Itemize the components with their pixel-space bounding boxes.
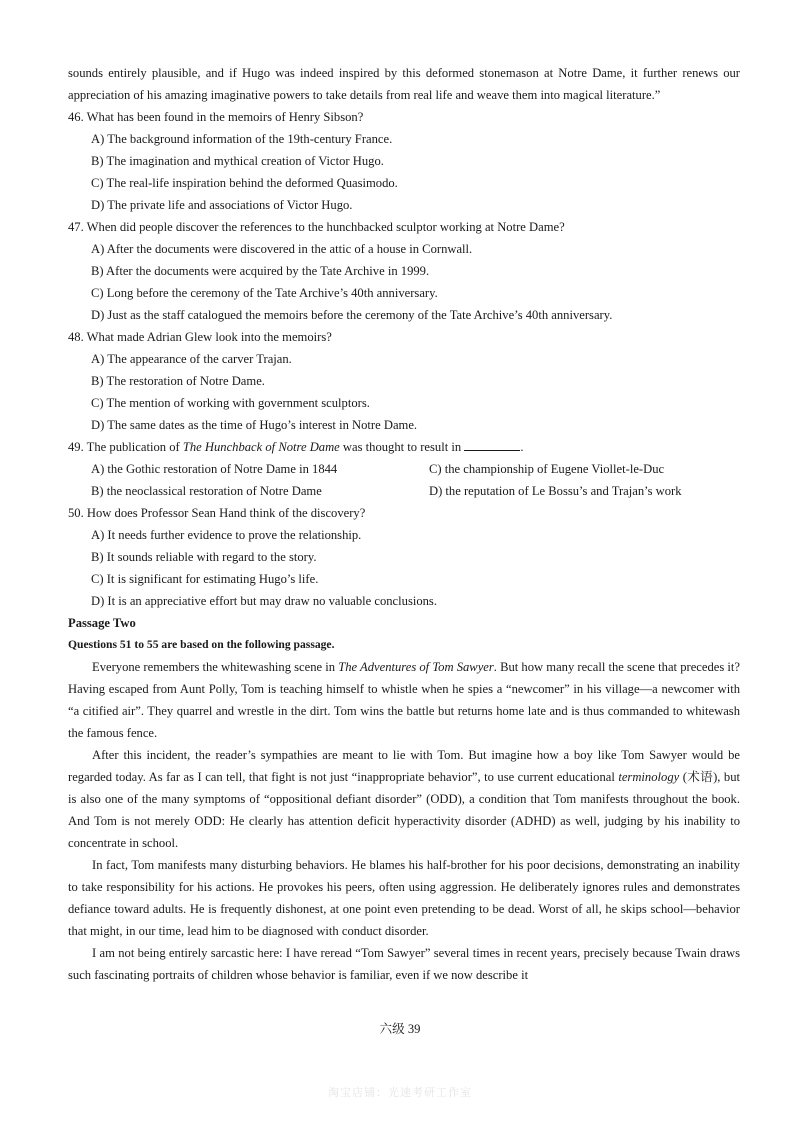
option-a: A) It needs further evidence to prove the relationship. bbox=[91, 528, 362, 542]
p1-text-a: Everyone remembers the whitewashing scene in bbox=[92, 660, 339, 674]
option-c: C) The mention of working with government sculptors. bbox=[91, 396, 370, 410]
question-stem: 46. What has been found in the memoirs of Henry Sibson? bbox=[68, 110, 364, 124]
option-a: A) The background information of the 19th-century France. bbox=[91, 132, 393, 146]
option-b: B) It sounds reliable with regard to the story. bbox=[91, 550, 317, 564]
option-a: A) The appearance of the carver Trajan. bbox=[91, 352, 292, 366]
p2-text-a: After this incident, the reader’s sympathies are meant to lie with Tom. But imagine how a boy like Tom Sawyer would be regarded today. As far as I can tell, that fight is not just “inappropriate behavior”, to use current educational bbox=[68, 748, 740, 784]
option-b: B) After the documents were acquired by the Tate Archive in 1999. bbox=[91, 264, 430, 278]
passage-paragraph-2 bbox=[68, 744, 740, 854]
option-c: C) the championship of Eugene Viollet-le-Duc bbox=[429, 462, 665, 476]
answer-blank bbox=[464, 439, 520, 451]
option-d: D) The private life and associations of Victor Hugo. bbox=[91, 198, 353, 212]
passage-paragraph-3: In fact, Tom manifests many disturbing behaviors. He blames his half-brother for his poor decisions, demonstrating an inability to take responsibility for his actions. He provokes his peers, often using aggression. He deliberately ignores rules and demonstrates defiance toward adults. He is frequently dishonest, at one point even pretending to be dead. Worst of all, he skips school—behavior that might, in our time, lead him to be diagnosed with conduct disorder. bbox=[68, 858, 740, 938]
option-c: C) It is significant for estimating Hugo’s life. bbox=[91, 572, 319, 586]
p1-text-b: . But how many recall the scene that precedes it? Having escaped from Aunt Polly, Tom is teaching himself to whistle when he spies a “newcomer” in his village—a newcomer with “a citified air”. They quarrel and wrestle in the dirt. Tom wins the battle but returns home late and is thus commanded to whitewash the famous fence. bbox=[68, 660, 740, 740]
page-footer: 六级 39 bbox=[379, 1022, 421, 1036]
passage-paragraph-1 bbox=[68, 656, 740, 744]
passage-heading: Passage Two bbox=[68, 616, 136, 630]
option-a: A) After the documents were discovered in the attic of a house in Cornwall. bbox=[91, 242, 473, 256]
option-c: C) Long before the ceremony of the Tate Archive’s 40th anniversary. bbox=[91, 286, 438, 300]
question-stem bbox=[68, 436, 740, 458]
p2-text-b: (术语), but is also one of the many symptoms of “oppositional defiant disorder” (ODD), a condition that Tom manifests throughout the book. And Tom is not merely ODD: He clearly has attention deficit hyperactivity disorder (ADHD) as well, judging by his inability to concentrate in school. bbox=[68, 770, 740, 850]
book-title: The Hunchback of Notre Dame bbox=[182, 440, 340, 454]
stem-suffix: was thought to result in bbox=[339, 440, 462, 454]
option-d: D) It is an appreciative effort but may draw no valuable conclusions. bbox=[91, 594, 437, 608]
question-46 bbox=[68, 106, 740, 216]
option-b: B) the neoclassical restoration of Notre Dame bbox=[91, 484, 322, 498]
option-b: B) The restoration of Notre Dame. bbox=[91, 374, 265, 388]
question-stem: 48. What made Adrian Glew look into the memoirs? bbox=[68, 330, 332, 344]
stem-end: . bbox=[520, 440, 524, 454]
watermark: 淘宝店铺：光速考研工作室 bbox=[328, 1087, 472, 1099]
option-a: A) the Gothic restoration of Notre Dame in 1844 bbox=[91, 462, 338, 476]
question-49 bbox=[68, 436, 740, 502]
question-stem: 47. When did people discover the references to the hunchbacked sculptor working at Notre Dame? bbox=[68, 220, 565, 234]
intro-paragraph: sounds entirely plausible, and if Hugo was indeed inspired by this deformed stonemason at Notre Dame, it further renews our appreciation of his amazing imaginative powers to take details from real life and weave them into magical literature.” bbox=[68, 66, 740, 102]
question-50 bbox=[68, 502, 740, 612]
option-grid bbox=[91, 458, 740, 502]
stem-prefix: 49. The publication of bbox=[68, 440, 183, 454]
option-d: D) Just as the staff catalogued the memoirs before the ceremony of the Tate Archive’s 40th anniversary. bbox=[91, 308, 613, 322]
option-c: C) The real-life inspiration behind the deformed Quasimodo. bbox=[91, 176, 398, 190]
passage-paragraph-4: I am not being entirely sarcastic here: I have reread “Tom Sawyer” several times in recent years, precisely because Twain draws such fascinating portraits of children whose behavior is familiar, even if we now describe it bbox=[68, 946, 740, 982]
option-d: D) The same dates as the time of Hugo’s interest in Notre Dame. bbox=[91, 418, 418, 432]
question-47 bbox=[68, 216, 740, 326]
passage-instructions: Questions 51 to 55 are based on the following passage. bbox=[68, 638, 335, 651]
option-d: D) the reputation of Le Bossu’s and Trajan’s work bbox=[429, 484, 682, 498]
option-b: B) The imagination and mythical creation of Victor Hugo. bbox=[91, 154, 384, 168]
term-word: terminology bbox=[618, 770, 680, 784]
book-title: The Adventures of Tom Sawyer bbox=[338, 660, 494, 674]
document-page bbox=[68, 62, 740, 986]
question-48 bbox=[68, 326, 740, 436]
question-stem: 50. How does Professor Sean Hand think of the discovery? bbox=[68, 506, 366, 520]
